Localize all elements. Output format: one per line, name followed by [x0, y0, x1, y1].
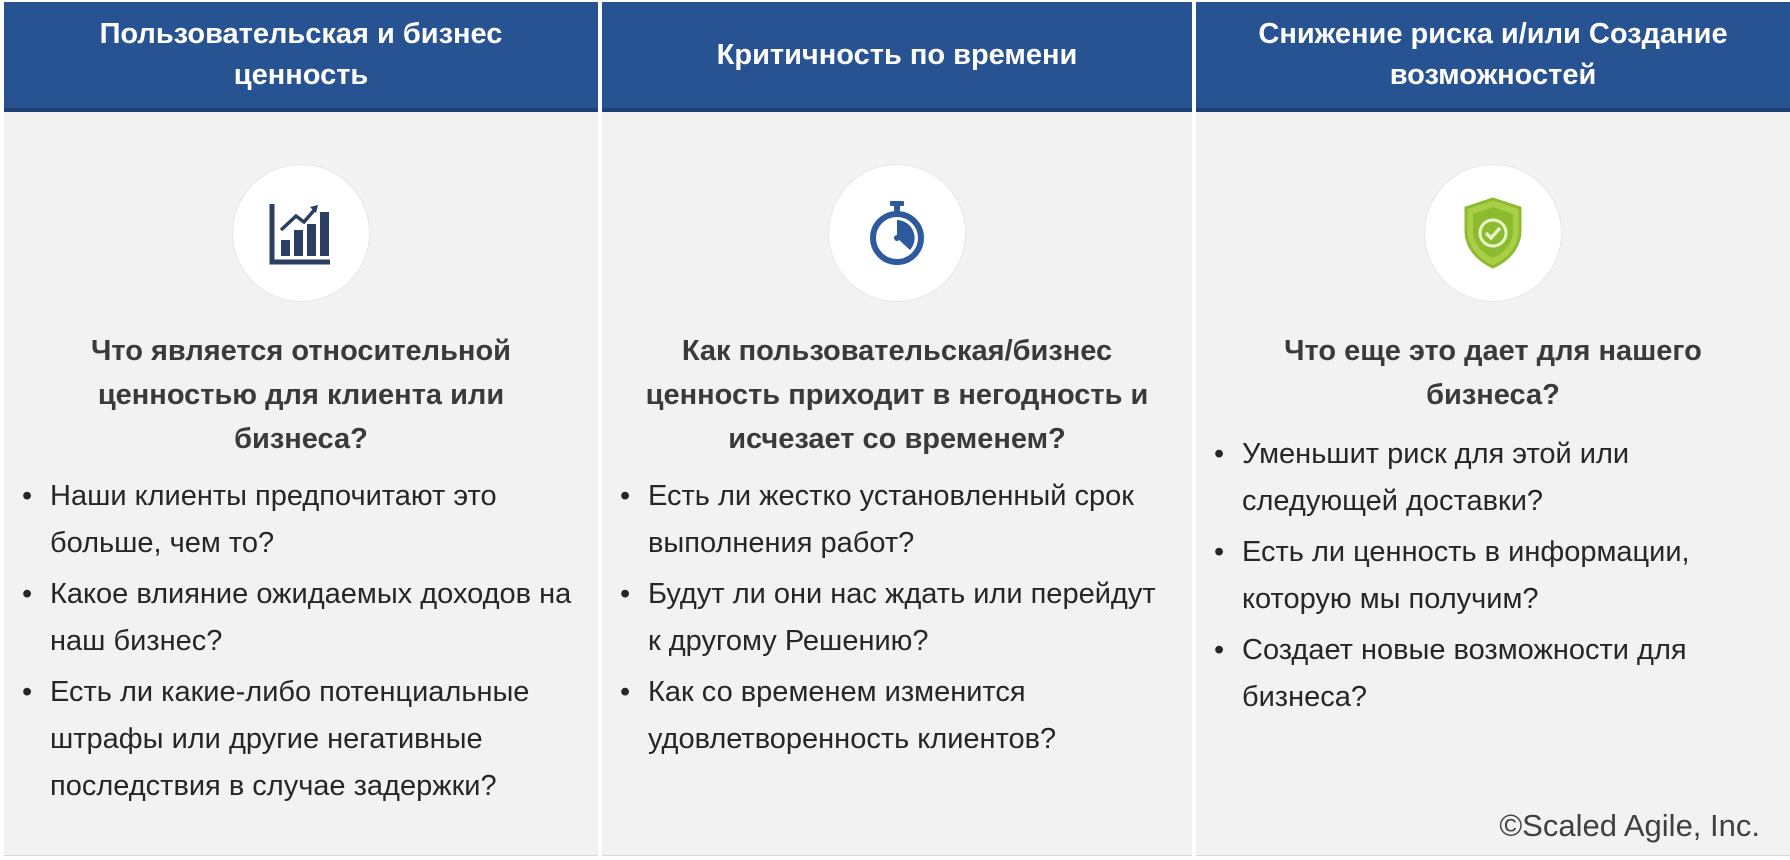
- column-question: Что является относительной ценностью для клиента или бизнеса?: [91, 335, 511, 455]
- column-heading: Критичность по времени: [602, 2, 1192, 112]
- bullet-list: [4, 473, 598, 814]
- shield-check-icon: [1458, 196, 1528, 270]
- icon-badge: [233, 165, 369, 301]
- bar-chart-icon: [268, 200, 334, 266]
- column-question: Как пользовательская/бизнес ценность приходит в негодность и исчезает со временем?: [645, 335, 1149, 455]
- list-item: • Наши клиенты предпочитают это больше, чем то?: [22, 473, 578, 567]
- list-item: • Есть ли какие-либо потенциальные штрафы или другие негативные последствия в случае задержки?: [22, 669, 578, 810]
- bullet-list: [602, 473, 1192, 767]
- column-user-business-value: [4, 2, 598, 856]
- bullet-list: [1196, 431, 1790, 725]
- column-heading: Пользовательская и бизнес ценность: [4, 2, 598, 112]
- list-item: • Есть ли ценность в информации, которую мы получим?: [1214, 529, 1770, 623]
- copyright-notice: ©Scaled Agile, Inc.: [1499, 808, 1760, 843]
- list-item: • Будут ли они нас ждать или перейдут к другому Решению?: [620, 571, 1172, 665]
- list-item: • Создает новые возможности для бизнеса?: [1214, 627, 1770, 721]
- list-item: • Какое влияние ожидаемых доходов на наш бизнес?: [22, 571, 578, 665]
- column-question: Что еще это дает для нашего бизнеса?: [1284, 335, 1702, 411]
- icon-badge: [829, 165, 965, 301]
- list-item: • Есть ли жестко установленный срок выполнения работ?: [620, 473, 1172, 567]
- list-item: • Уменьшит риск для этой или следующей доставки?: [1214, 431, 1770, 525]
- stopwatch-icon: [862, 198, 932, 268]
- column-risk-reduction: [1196, 2, 1790, 856]
- list-item: • Как со временем изменится удовлетворенность клиентов?: [620, 669, 1172, 763]
- column-heading: Снижение риска и/или Создание возможностей: [1196, 2, 1790, 112]
- column-time-criticality: [602, 2, 1192, 856]
- icon-badge: [1425, 165, 1561, 301]
